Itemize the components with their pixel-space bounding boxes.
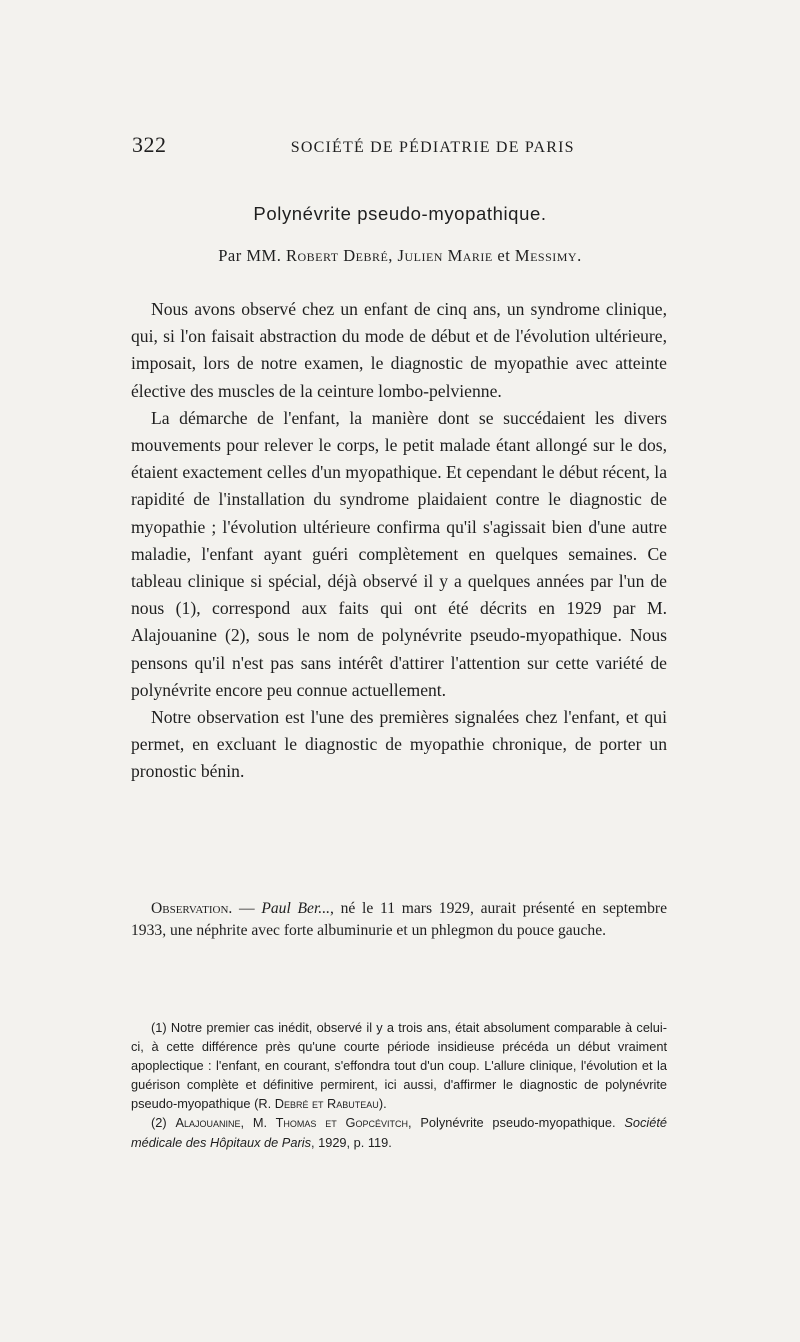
footnote-1-authors: R. Debré et Rabuteau: [258, 1096, 379, 1112]
observation-label: Observation.: [151, 900, 233, 917]
footnote-2-end: , 1929, p. 119.: [310, 1134, 392, 1150]
running-head: SOCIÉTÉ DE PÉDIATRIE DE PARIS: [290, 139, 575, 156]
byline-prefix: Par MM.: [218, 246, 282, 265]
patient-name: Paul Ber...: [261, 900, 330, 917]
author-messimy: Messimy: [514, 246, 578, 265]
byline-end: .: [577, 246, 582, 265]
body-paragraph-1: Nous avons observé chez un enfant de cinq ans, un syndrome clinique, qui, si l'on faisait abstraction du mode de début et de l'évolution ultérieure, imposait, lors de notre examen, le diagnostic de myopathie avec atteinte élective des muscles de la ceinture lombo-pelvienne.: [131, 299, 667, 401]
observation-section: [131, 898, 667, 942]
observation-text: , né le 11 mars 1929, aurait présenté en septembre 1933, une néphrite avec forte albuminurie et un phlegmon du pouce gauche.: [131, 900, 667, 939]
footnote-1-end: ).: [378, 1096, 387, 1112]
footnote-2: [131, 1113, 667, 1151]
observation-dash: —: [232, 900, 262, 917]
author-marie: Julien Marie: [397, 246, 493, 265]
byline-separator: ,: [388, 246, 398, 265]
author-debre: Robert Debré: [285, 246, 389, 265]
observation-paragraph: [131, 898, 667, 942]
page-number: 322: [132, 132, 167, 157]
body-paragraph-3: Notre observation est l'une des premières signalées chez l'enfant, et qui permet, en excluant le diagnostic de myopathie chronique, de porter un pronostic bénin.: [131, 707, 667, 782]
page-header: [132, 132, 667, 158]
footnote-1-text: (1) Notre premier cas inédit, observé il y a trois ans, était absolument comparable à celui-ci, à cette différence près qu'une courte période insidieuse précéda un début vraiment apoplectique : l'enfant, en courant, s'effondra tout d'un coup. L'allure clinique, l'évolution et la guérison complète et définitive permirent, ici aussi, d'affirmer le diagnostic de polynévrite pseudo-myopathique (: [131, 1020, 667, 1112]
byline-separator: et: [492, 246, 515, 265]
footnote-2-number: (2): [151, 1115, 176, 1131]
byline: [0, 246, 800, 266]
body-paragraph-2: La démarche de l'enfant, la manière dont se succédaient les divers mouvements pour relever le corps, le petit malade étant allongé sur le dos, étaient exactement celles d'un myopathique. Et cependant le début récent, la rapidité de l'installation du syndrome plaidaient contre le diagnostic de myopathie ; l'évolution ultérieure confirma qu'il s'agissait bien d'une autre maladie, l'enfant ayant guéri complètement en quelques semaines. Ce tableau clinique si spécial, déjà observé il y a quelques années par l'un de nous (1), correspond aux faits qui ont été décrits en 1929 par M. Alajouanine (2), sous le nom de polynévrite pseudo-myopathique. Nous pensons qu'il n'est pas sans intérêt d'attirer l'attention sur cette variété de polynévrite encore peu connue actuellement.: [131, 407, 667, 700]
footnote-2-journal: Société médicale des Hôpitaux de Paris: [131, 1115, 667, 1150]
footnote-2-title: , Polynévrite pseudo-myopathique.: [407, 1115, 625, 1131]
footnote-2-authors: Alajouanine, M. Thomas et Gopcévitch: [175, 1115, 408, 1131]
footnotes: [131, 1018, 667, 1152]
article-title: Polynévrite pseudo-myopathique.: [253, 203, 547, 224]
article-body: [131, 296, 667, 786]
footnote-1: [131, 1018, 667, 1113]
